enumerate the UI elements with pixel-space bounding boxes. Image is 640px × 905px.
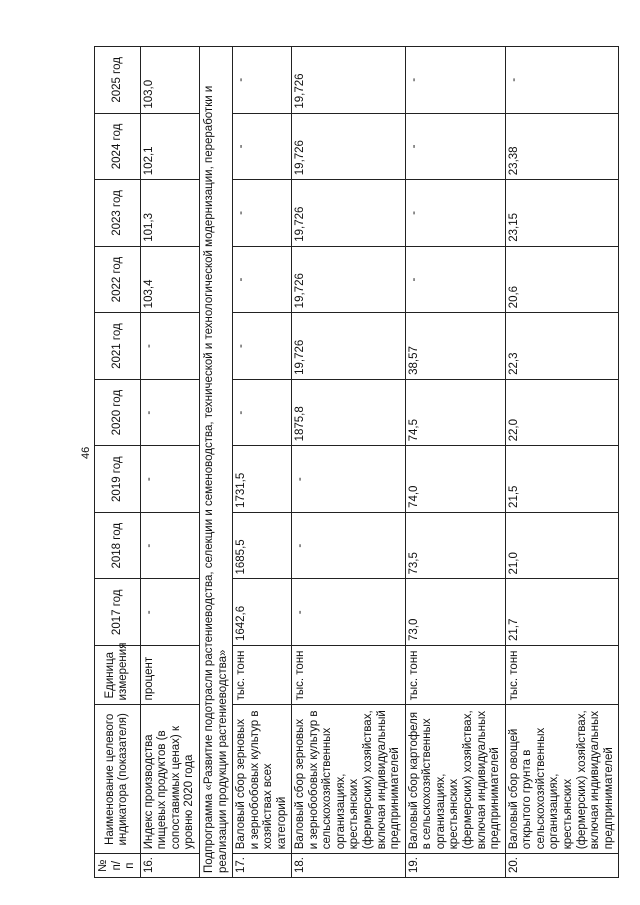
- row-value: -: [140, 579, 199, 646]
- table-row: [292, 47, 406, 878]
- row-name: Валовый сбор овощей открытого грунта в сельскохозяйственных организациях, крестьянских (фермерских) хозяйствах, включая индивидуальных предпринимателей: [505, 705, 619, 854]
- header-year: 2023 год: [95, 180, 141, 247]
- row-name: Валовый сбор зерновых и зернобобовых культур в сельскохозяйственных организациях, крестьянских (фермерских) хозяйствах, включая индивидуальный предпринимателей: [292, 705, 406, 854]
- row-value: -: [232, 246, 291, 313]
- row-unit: тыс. тонн: [292, 646, 406, 705]
- subprogram-title: Подпрограмма «Развитие подотрасли растениеводства, селекции и семеноводства, технической и технологической модернизации, переработки и реализации продукции растениеводства»: [199, 47, 232, 878]
- row-value: 20,6: [505, 246, 619, 313]
- row-value: -: [405, 246, 505, 313]
- row-value: -: [232, 180, 291, 247]
- header-name: Наименование целевого индикатора (показателя): [95, 705, 141, 854]
- row-value: 23,38: [505, 113, 619, 180]
- row-name: Валовый сбор зерновых и зернобобовых культур в хозяйствах всех категорий: [232, 705, 291, 854]
- row-value: 74,0: [405, 446, 505, 513]
- row-value: 21,7: [505, 579, 619, 646]
- row-value: 19,726: [292, 180, 406, 247]
- row-num: 16.: [140, 854, 199, 878]
- header-year: 2025 год: [95, 47, 141, 114]
- table-row: [140, 47, 199, 878]
- row-value: -: [405, 113, 505, 180]
- indicators-table: [94, 46, 619, 878]
- row-value: -: [232, 313, 291, 380]
- header-year: 2019 год: [95, 446, 141, 513]
- row-value: 1731,5: [232, 446, 291, 513]
- row-value: -: [405, 47, 505, 114]
- row-value: -: [405, 180, 505, 247]
- header-year: 2020 год: [95, 379, 141, 446]
- page-number: 46: [80, 446, 92, 459]
- table-row: [505, 47, 619, 878]
- row-unit: тыс. тонн: [232, 646, 291, 705]
- row-value: 101,3: [140, 180, 199, 247]
- header-unit: Единица измерения: [95, 646, 141, 705]
- header-num: № п/п: [95, 854, 141, 878]
- table-header-row: [95, 47, 141, 878]
- row-value: 23,15: [505, 180, 619, 247]
- header-year: 2022 год: [95, 246, 141, 313]
- row-num: 20.: [505, 854, 619, 878]
- row-value: 102,1: [140, 113, 199, 180]
- row-unit: процент: [140, 646, 199, 705]
- row-value: -: [292, 446, 406, 513]
- row-value: 103,4: [140, 246, 199, 313]
- row-unit: тыс. тонн: [405, 646, 505, 705]
- row-value: 21,5: [505, 446, 619, 513]
- row-value: -: [140, 446, 199, 513]
- header-year: 2017 год: [95, 579, 141, 646]
- row-num: 17.: [232, 854, 291, 878]
- row-value: 22,0: [505, 379, 619, 446]
- subprogram-row: [199, 47, 232, 878]
- header-year: 2024 год: [95, 113, 141, 180]
- row-value: -: [140, 379, 199, 446]
- header-year: 2018 год: [95, 512, 141, 579]
- row-name: Индекс производства пищевых продуктов (в сопоставимых ценах) к уровню 2020 года: [140, 705, 199, 854]
- row-value: 73,0: [405, 579, 505, 646]
- row-value: 103,0: [140, 47, 199, 114]
- row-value: -: [232, 113, 291, 180]
- row-value: 1685,5: [232, 512, 291, 579]
- table-row: [232, 47, 291, 878]
- row-num: 18.: [292, 854, 406, 878]
- rotated-table-container: [94, 46, 615, 878]
- row-value: 21,0: [505, 512, 619, 579]
- row-value: 19,726: [292, 47, 406, 114]
- row-value: 19,726: [292, 246, 406, 313]
- row-value: 1642,6: [232, 579, 291, 646]
- row-value: 74,5: [405, 379, 505, 446]
- row-value: -: [140, 512, 199, 579]
- row-value: 38,57: [405, 313, 505, 380]
- row-value: 19,726: [292, 113, 406, 180]
- row-value: -: [505, 47, 619, 114]
- row-value: 19,726: [292, 313, 406, 380]
- row-value: -: [232, 379, 291, 446]
- row-num: 19.: [405, 854, 505, 878]
- row-value: -: [232, 47, 291, 114]
- table-row: [405, 47, 505, 878]
- row-unit: тыс. тонн: [505, 646, 619, 705]
- row-value: -: [140, 313, 199, 380]
- row-name: Валовый сбор картофеля в сельскохозяйственных организациях, крестьянских (фермерских) хозяйствах, включая индивидуальных предпринимателей: [405, 705, 505, 854]
- row-value: 73,5: [405, 512, 505, 579]
- row-value: -: [292, 579, 406, 646]
- header-year: 2021 год: [95, 313, 141, 380]
- row-value: 22,3: [505, 313, 619, 380]
- row-value: -: [292, 512, 406, 579]
- row-value: 1875,8: [292, 379, 406, 446]
